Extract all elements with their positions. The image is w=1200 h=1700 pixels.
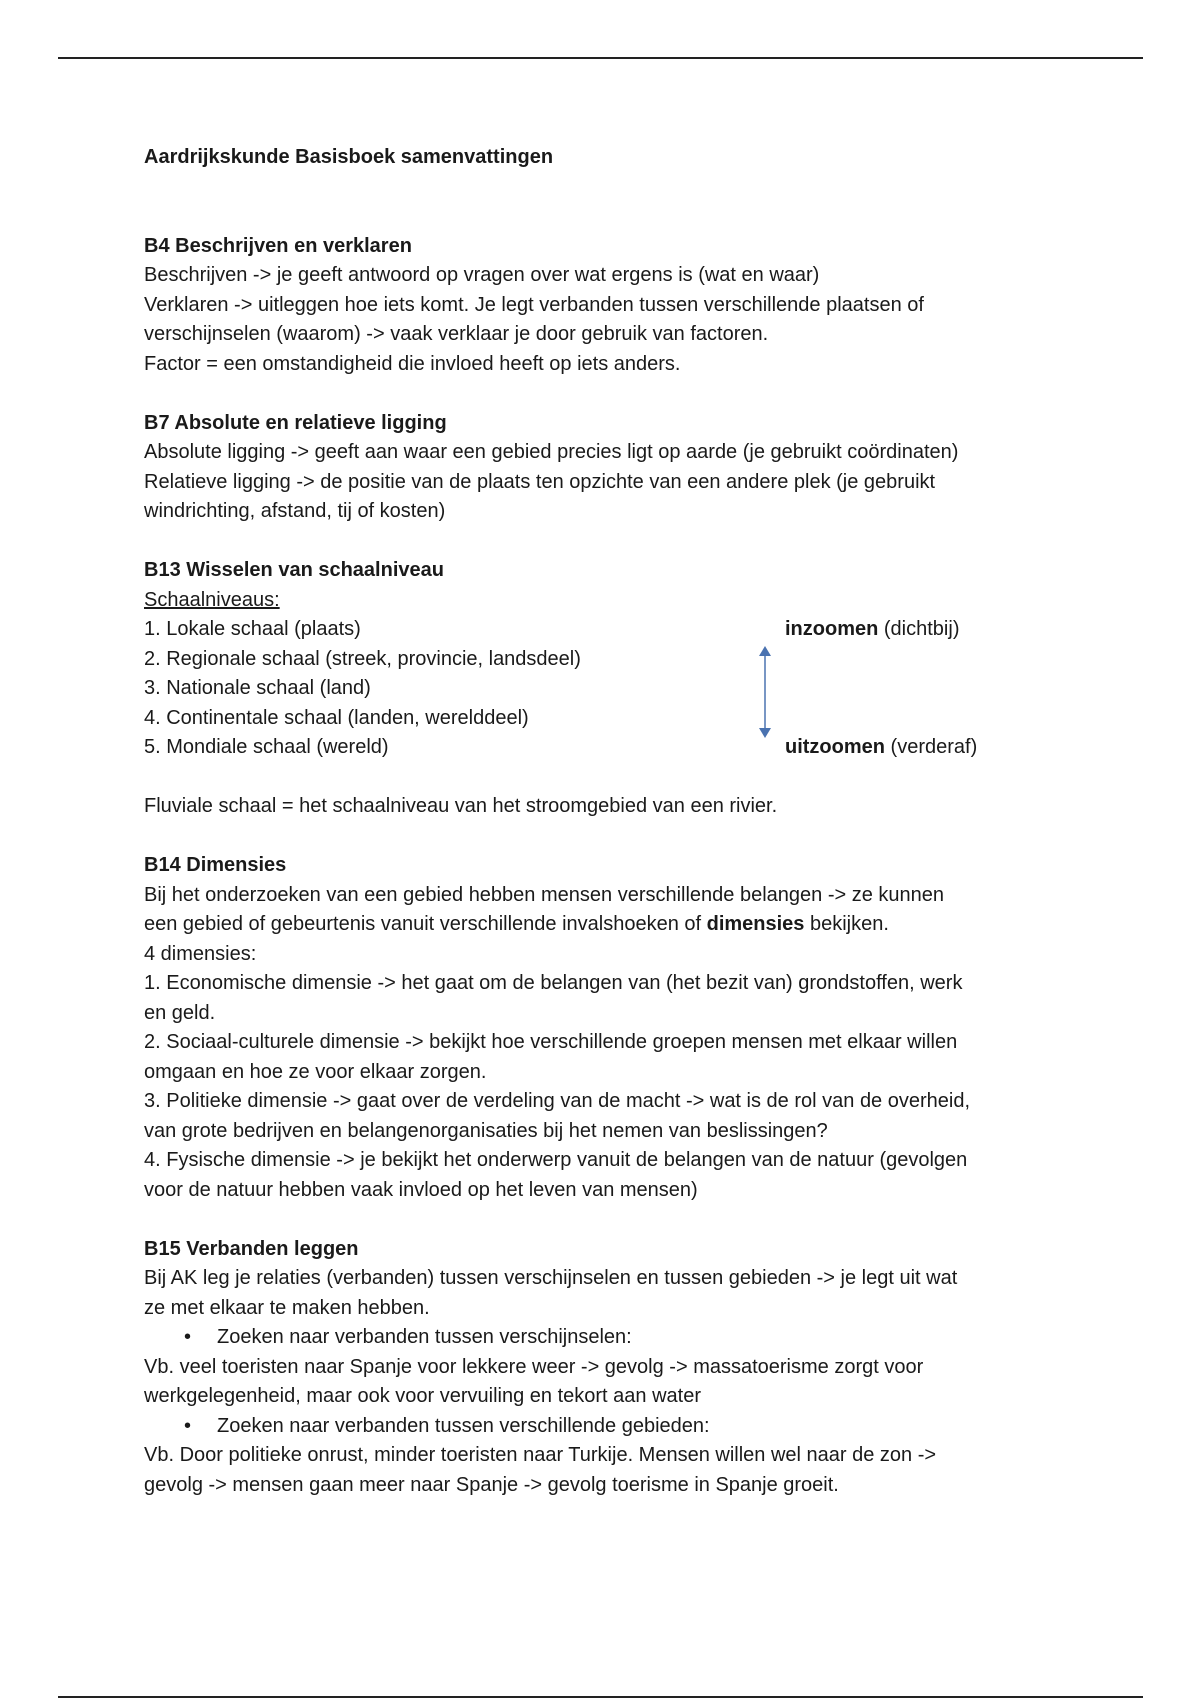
dimension-line: van grote bedrijven en belangenorganisaties bij het nemen van beslissingen?: [144, 1119, 828, 1142]
bullet-item: [144, 1323, 1084, 1353]
document-title: Aardrijkskunde Basisboek samenvattingen: [144, 146, 554, 168]
scale-level-row: [144, 615, 1084, 645]
document-body: [144, 143, 1084, 1500]
scale-level: 5. Mondiale schaal (wereld): [144, 736, 389, 758]
b4-line: verschijnselen (waarom) -> vaak verklaar je door gebruik van factoren.: [144, 323, 769, 345]
b14-intro-line: Bij het onderzoeken van een gebied hebben mensen verschillende belangen -> ze kunnen: [144, 883, 945, 906]
b14-intro-text: bekijken.: [804, 913, 889, 935]
zoom-out-label: [785, 733, 977, 763]
scale-level: 1. Lokale schaal (plaats): [144, 618, 361, 640]
section-heading-b14: B14 Dimensies: [144, 854, 287, 876]
zoom-in-term: inzoomen: [785, 618, 879, 640]
example-line: gevolg -> mensen gaan meer naar Spanje -> gevolg toerisme in Spanje groeit.: [144, 1473, 839, 1496]
dimension-line: 3. Politieke dimensie -> gaat over de verdeling van de macht -> wat is de rol van de overheid,: [144, 1090, 971, 1112]
example-line: Vb. veel toeristen naar Spanje voor lekkere weer -> gevolg -> massatoerisme zorgt voor: [144, 1355, 924, 1378]
scale-level-row: [144, 645, 1084, 675]
example-line: werkgelegenheid, maar ook voor vervuiling en tekort aan water: [144, 1385, 701, 1407]
section-heading-b4: B4 Beschrijven en verklaren: [144, 234, 412, 257]
footer-rule: [58, 1696, 1143, 1698]
dimensions-term: dimensies: [706, 913, 805, 935]
b4-line: Beschrijven -> je geeft antwoord op vragen over wat ergens is (wat en waar): [144, 264, 820, 286]
b15-intro-line: ze met elkaar te maken hebben.: [144, 1296, 430, 1319]
b7-line: Absolute ligging -> geeft aan waar een gebied precies ligt op aarde (je gebruikt coördinaten): [144, 441, 959, 463]
dimension-line: en geld.: [144, 1001, 216, 1024]
section-heading-b7: B7 Absolute en relatieve ligging: [144, 411, 447, 434]
b4-line: Verklaren -> uitleggen hoe iets komt. Je legt verbanden tussen verschillende plaatsen of: [144, 293, 924, 316]
bullet-text: Zoeken naar verbanden tussen verschillende gebieden:: [217, 1414, 710, 1437]
b7-line: Relatieve ligging -> de positie van de plaats ten opzichte van een andere plek (je gebruikt: [144, 470, 936, 493]
dimension-line: 1. Economische dimensie -> het gaat om de belangen van (het bezit van) grondstoffen, werk: [144, 972, 963, 994]
scale-level: 3. Nationale schaal (land): [144, 677, 371, 699]
zoom-out-note: (verderaf): [885, 736, 978, 758]
zoom-in-note: (dichtbij): [878, 618, 960, 640]
scale-level: 2. Regionale schaal (streek, provincie, landsdeel): [144, 647, 581, 670]
section-heading-b13: B13 Wisselen van schaalniveau: [144, 559, 444, 581]
scale-level-row: [144, 704, 1084, 734]
dimension-line: 4. Fysische dimensie -> je bekijkt het onderwerp vanuit de belangen van de natuur (gevolgen: [144, 1149, 968, 1171]
dimension-line: omgaan en hoe ze voor elkaar zorgen.: [144, 1060, 487, 1083]
dimensions-count: 4 dimensies:: [144, 942, 257, 965]
dimension-line: 2. Sociaal-culturele dimensie -> bekijkt hoe verschillende groepen mensen met elkaar willen: [144, 1031, 958, 1053]
example-line: Vb. Door politieke onrust, minder toeristen naar Turkije. Mensen willen wel naar de zon ->: [144, 1444, 937, 1466]
bullet-icon: •: [184, 1326, 192, 1348]
bullet-text: Zoeken naar verbanden tussen verschijnselen:: [217, 1326, 632, 1348]
header-rule: [58, 57, 1143, 59]
scale-level-row: [144, 733, 1084, 763]
b7-line: windrichting, afstand, tij of kosten): [144, 500, 446, 522]
b15-intro-line: Bij AK leg je relaties (verbanden) tussen verschijnselen en tussen gebieden -> je legt uit wat: [144, 1267, 958, 1289]
dimension-line: voor de natuur hebben vaak invloed op het leven van mensen): [144, 1178, 698, 1201]
bullet-icon: •: [184, 1414, 192, 1437]
b4-line: Factor = een omstandigheid die invloed heeft op iets anders.: [144, 352, 681, 375]
scale-level-row: [144, 674, 1084, 704]
scale-level: 4. Continentale schaal (landen, werelddeel): [144, 706, 529, 729]
b14-intro-text: een gebied of gebeurtenis vanuit verschillende invalshoeken of: [144, 913, 707, 935]
b14-intro-line: [144, 910, 1084, 940]
bullet-item: [144, 1412, 1084, 1442]
zoom-out-term: uitzoomen: [785, 736, 885, 758]
scale-levels-subheading: Schaalniveaus:: [144, 588, 280, 611]
fluvial-scale-definition: Fluviale schaal = het schaalniveau van het stroomgebied van een rivier.: [144, 795, 778, 817]
zoom-in-label: [785, 615, 959, 645]
section-heading-b15: B15 Verbanden leggen: [144, 1237, 359, 1260]
